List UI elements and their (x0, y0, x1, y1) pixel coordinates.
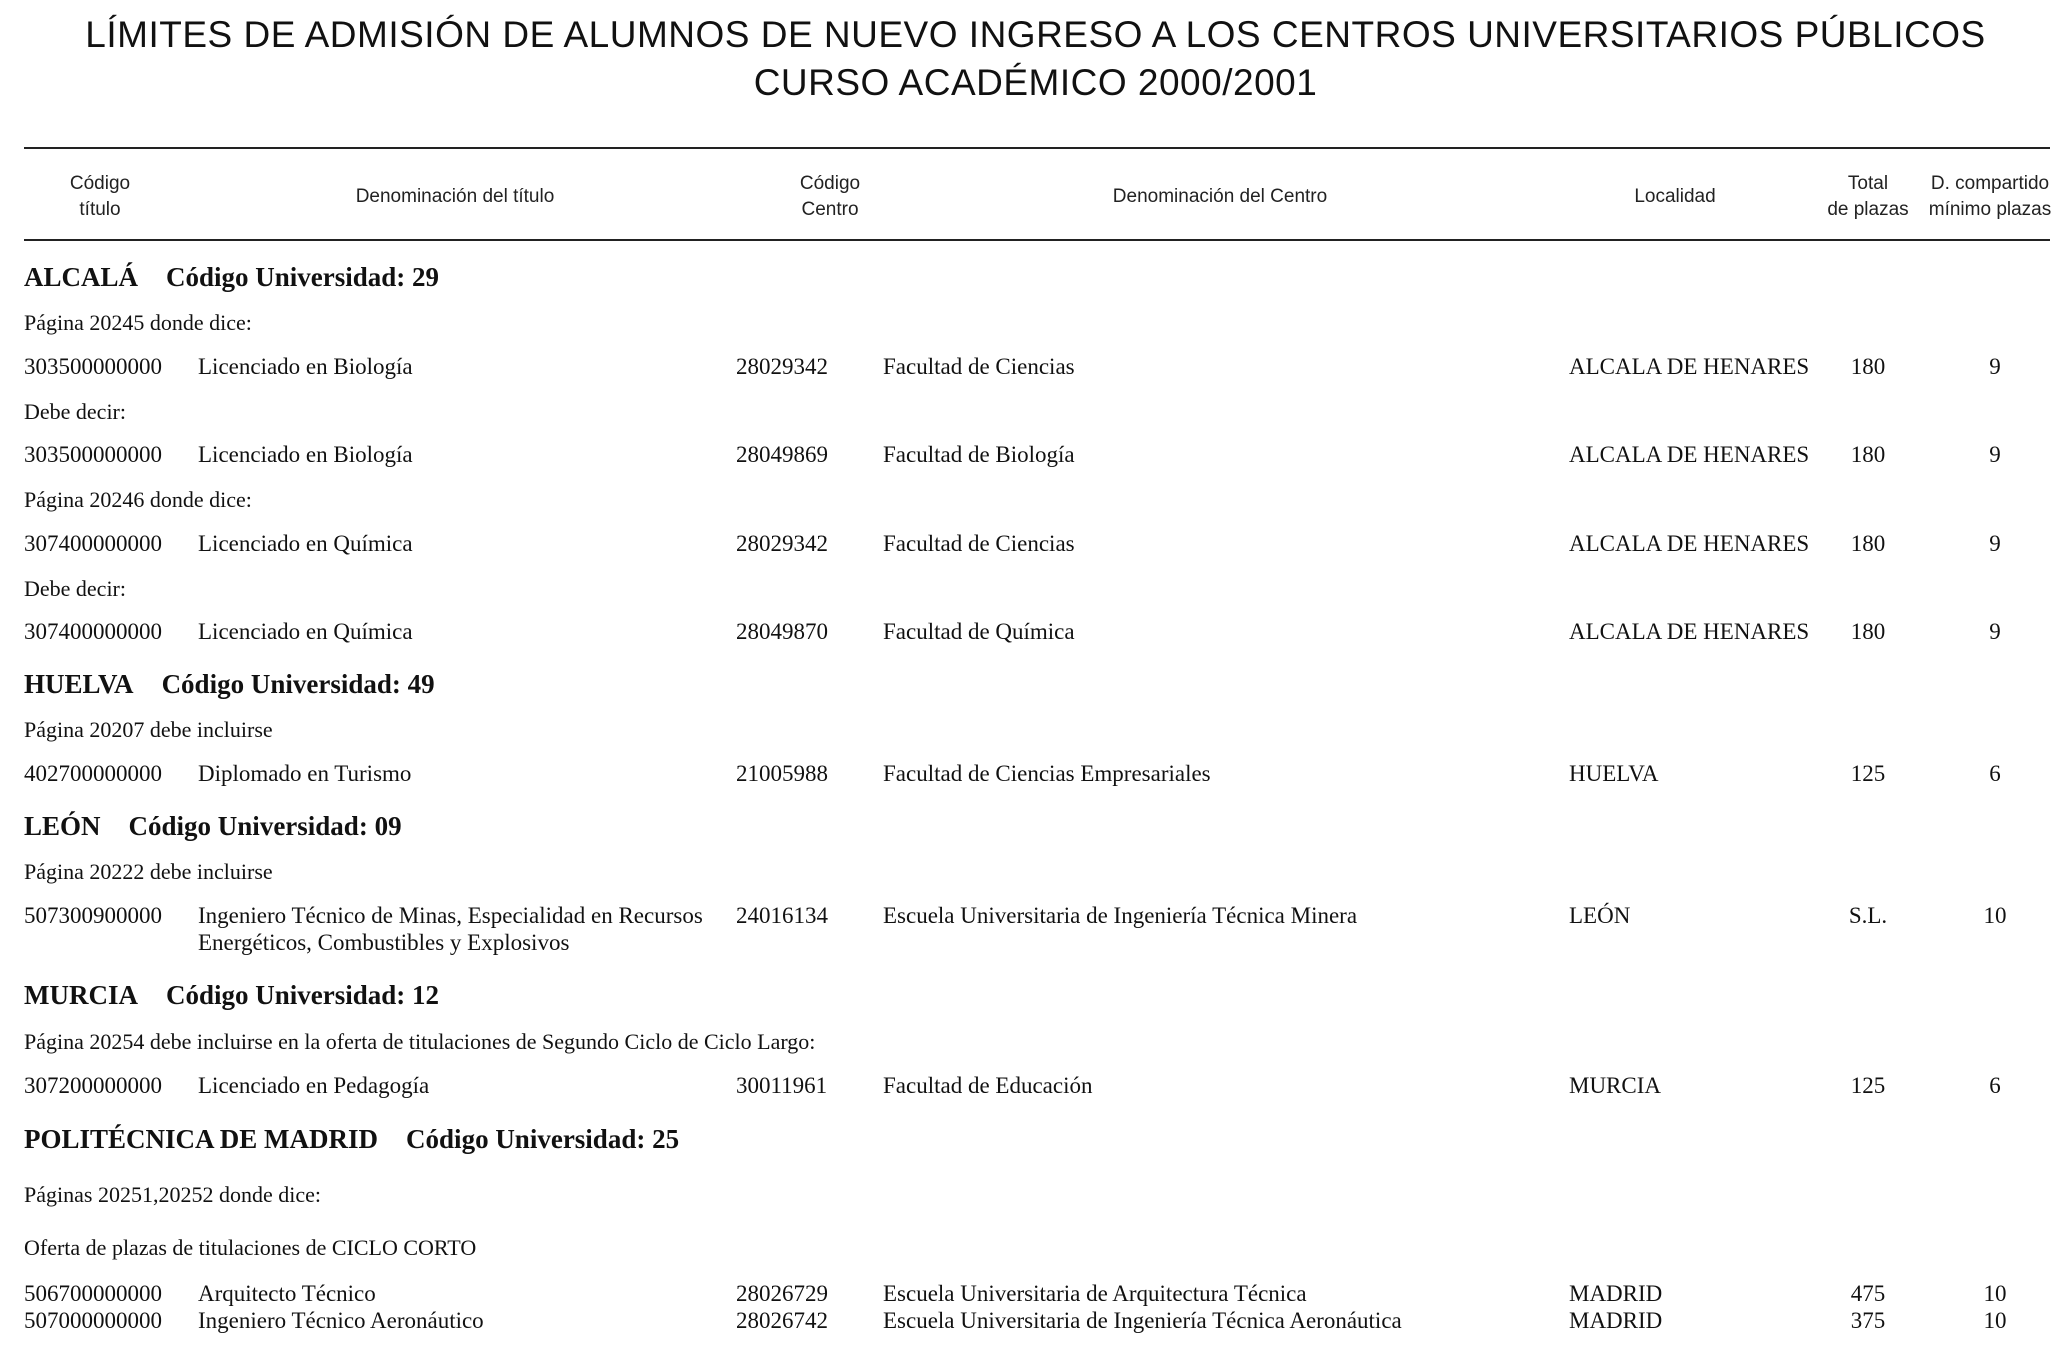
cell-codigo-centro: 30011961 (736, 1073, 828, 1098)
cell-codigo-titulo: 507000000000 (24, 1308, 162, 1333)
header-denominacion-titulo: Denominación del título (355, 186, 555, 207)
header-localidad: Localidad (1634, 186, 1716, 207)
header-codigo-titulo: Código título (69, 173, 131, 220)
cell-denominacion-titulo: Licenciado en Química (198, 531, 413, 556)
cell-codigo-titulo: 303500000000 (24, 354, 162, 379)
section-heading: LEÓN Código Universidad: 09 (24, 811, 402, 841)
cell-codigo-centro: 28029342 (736, 354, 828, 379)
header-codigo-centro: Código Centro (799, 173, 861, 220)
cell-denominacion-titulo: Licenciado en Pedagogía (198, 1073, 430, 1098)
cell-denominacion-centro: Facultad de Química (883, 619, 1075, 644)
cell-codigo-titulo: 303500000000 (24, 442, 162, 467)
cell-localidad: MADRID (1569, 1281, 1663, 1306)
cell-codigo-centro: 24016134 (736, 903, 828, 928)
cell-minimo-plazas: 10 (1983, 1281, 2007, 1306)
table-row (0, 353, 2071, 409)
cell-denominacion-centro: Escuela Universitaria de Ingeniería Técnica Aeronáutica (883, 1308, 1402, 1333)
cell-codigo-titulo: 307200000000 (24, 1073, 162, 1098)
cell-localidad: HUELVA (1569, 761, 1659, 786)
cell-minimo-plazas: 10 (1983, 1308, 2007, 1333)
header-denominacion-centro: Denominación del Centro (1112, 186, 1328, 207)
cell-total-plazas: 375 (1850, 1308, 1886, 1333)
section-note: Página 20222 debe incluirse (24, 859, 273, 884)
cell-minimo-plazas: 9 (1989, 531, 2001, 556)
section-note: Páginas 20251,20252 donde dice: (24, 1182, 321, 1207)
section-heading: MURCIA Código Universidad: 12 (24, 980, 440, 1010)
cell-denominacion-centro: Facultad de Educación (883, 1073, 1093, 1098)
cell-total-plazas: S.L. (1848, 903, 1888, 928)
cell-total-plazas: 475 (1850, 1281, 1886, 1306)
cell-localidad: MADRID (1569, 1308, 1663, 1333)
cell-minimo-plazas: 6 (1989, 1073, 2001, 1098)
cell-minimo-plazas: 10 (1983, 903, 2007, 928)
section-note: Página 20254 debe incluirse en la oferta de titulaciones de Segundo Ciclo de Ciclo Largo: (24, 1029, 816, 1054)
table-row (0, 1072, 2071, 1128)
cell-denominacion-titulo: Licenciado en Biología (198, 442, 413, 467)
cell-denominacion-titulo: Ingeniero Técnico Aeronáutico (198, 1308, 484, 1333)
page-subtitle: CURSO ACADÉMICO 2000/2001 (753, 62, 1318, 103)
section-note: Página 20245 donde dice: (24, 310, 252, 335)
cell-total-plazas: 180 (1850, 531, 1886, 556)
page-title: LÍMITES DE ADMISIÓN DE ALUMNOS DE NUEVO INGRESO A LOS CENTROS UNIVERSITARIOS PÚBLICOS (85, 14, 1986, 55)
cell-total-plazas: 125 (1850, 761, 1886, 786)
table-row (0, 1307, 2071, 1334)
section-note: Página 20246 donde dice: (24, 487, 252, 512)
cell-denominacion-titulo (198, 902, 703, 956)
cell-codigo-titulo: 506700000000 (24, 1281, 162, 1306)
cell-localidad: LEÓN (1569, 903, 1631, 928)
cell-codigo-centro: 28049870 (736, 619, 828, 644)
cell-codigo-centro: 28049869 (736, 442, 828, 467)
header-top-rule (24, 147, 2050, 149)
table-row (0, 441, 2071, 497)
section-heading: ALCALÁ Código Universidad: 29 (24, 262, 440, 292)
cell-localidad: ALCALA DE HENARES (1569, 442, 1810, 467)
table-row (0, 1280, 2071, 1307)
table-row (0, 530, 2071, 586)
cell-codigo-centro: 28026742 (736, 1308, 828, 1333)
section-note: Debe decir: (24, 576, 126, 601)
row-titulo-line1: Ingeniero Técnico de Minas, Especialidad en Recursos (198, 903, 703, 928)
section-note: Página 20207 debe incluirse (24, 717, 273, 742)
cell-denominacion-titulo: Diplomado en Turismo (198, 761, 412, 786)
header-bottom-rule (24, 239, 2050, 241)
cell-denominacion-centro: Escuela Universitaria de Arquitectura Técnica (883, 1281, 1307, 1306)
cell-denominacion-titulo: Arquitecto Técnico (198, 1281, 376, 1306)
cell-localidad: MURCIA (1569, 1073, 1662, 1098)
section-heading: HUELVA Código Universidad: 49 (24, 669, 435, 699)
cell-localidad: ALCALA DE HENARES (1569, 619, 1810, 644)
section-note: Oferta de plazas de titulaciones de CICLO CORTO (24, 1235, 477, 1260)
cell-denominacion-centro: Facultad de Biología (883, 442, 1075, 467)
section-note: Debe decir: (24, 399, 126, 424)
table-row (0, 760, 2071, 816)
cell-codigo-titulo: 307400000000 (24, 619, 162, 644)
cell-localidad: ALCALA DE HENARES (1569, 354, 1810, 379)
cell-denominacion-titulo: Licenciado en Biología (198, 354, 413, 379)
section-heading: POLITÉCNICA DE MADRID Código Universidad: 25 (24, 1124, 680, 1154)
table-row (0, 618, 2071, 674)
cell-minimo-plazas: 9 (1989, 442, 2001, 467)
row-titulo-line2: Energéticos, Combustibles y Explosivos (198, 930, 570, 955)
cell-total-plazas: 180 (1850, 354, 1886, 379)
cell-total-plazas: 180 (1850, 619, 1886, 644)
cell-denominacion-centro: Escuela Universitaria de Ingeniería Técnica Minera (883, 903, 1358, 928)
cell-total-plazas: 125 (1850, 1073, 1886, 1098)
cell-codigo-titulo: 402700000000 (24, 761, 162, 786)
cell-localidad: ALCALA DE HENARES (1569, 531, 1810, 556)
cell-minimo-plazas: 9 (1989, 619, 2001, 644)
header-total-plazas: Total de plazas (1827, 173, 1909, 220)
header-d-compartido: D. compartido mínimo plazas (1928, 173, 2052, 220)
cell-denominacion-centro: Facultad de Ciencias (883, 354, 1075, 379)
cell-codigo-centro: 28026729 (736, 1281, 828, 1306)
cell-codigo-centro: 28029342 (736, 531, 828, 556)
cell-total-plazas: 180 (1850, 442, 1886, 467)
cell-codigo-titulo: 507300900000 (24, 903, 162, 928)
cell-denominacion-titulo: Licenciado en Química (198, 619, 413, 644)
cell-codigo-titulo: 307400000000 (24, 531, 162, 556)
cell-codigo-centro: 21005988 (736, 761, 828, 786)
cell-minimo-plazas: 6 (1989, 761, 2001, 786)
cell-denominacion-centro: Facultad de Ciencias (883, 531, 1075, 556)
cell-minimo-plazas: 9 (1989, 354, 2001, 379)
cell-denominacion-centro: Facultad de Ciencias Empresariales (883, 761, 1211, 786)
table-row (0, 902, 2071, 958)
